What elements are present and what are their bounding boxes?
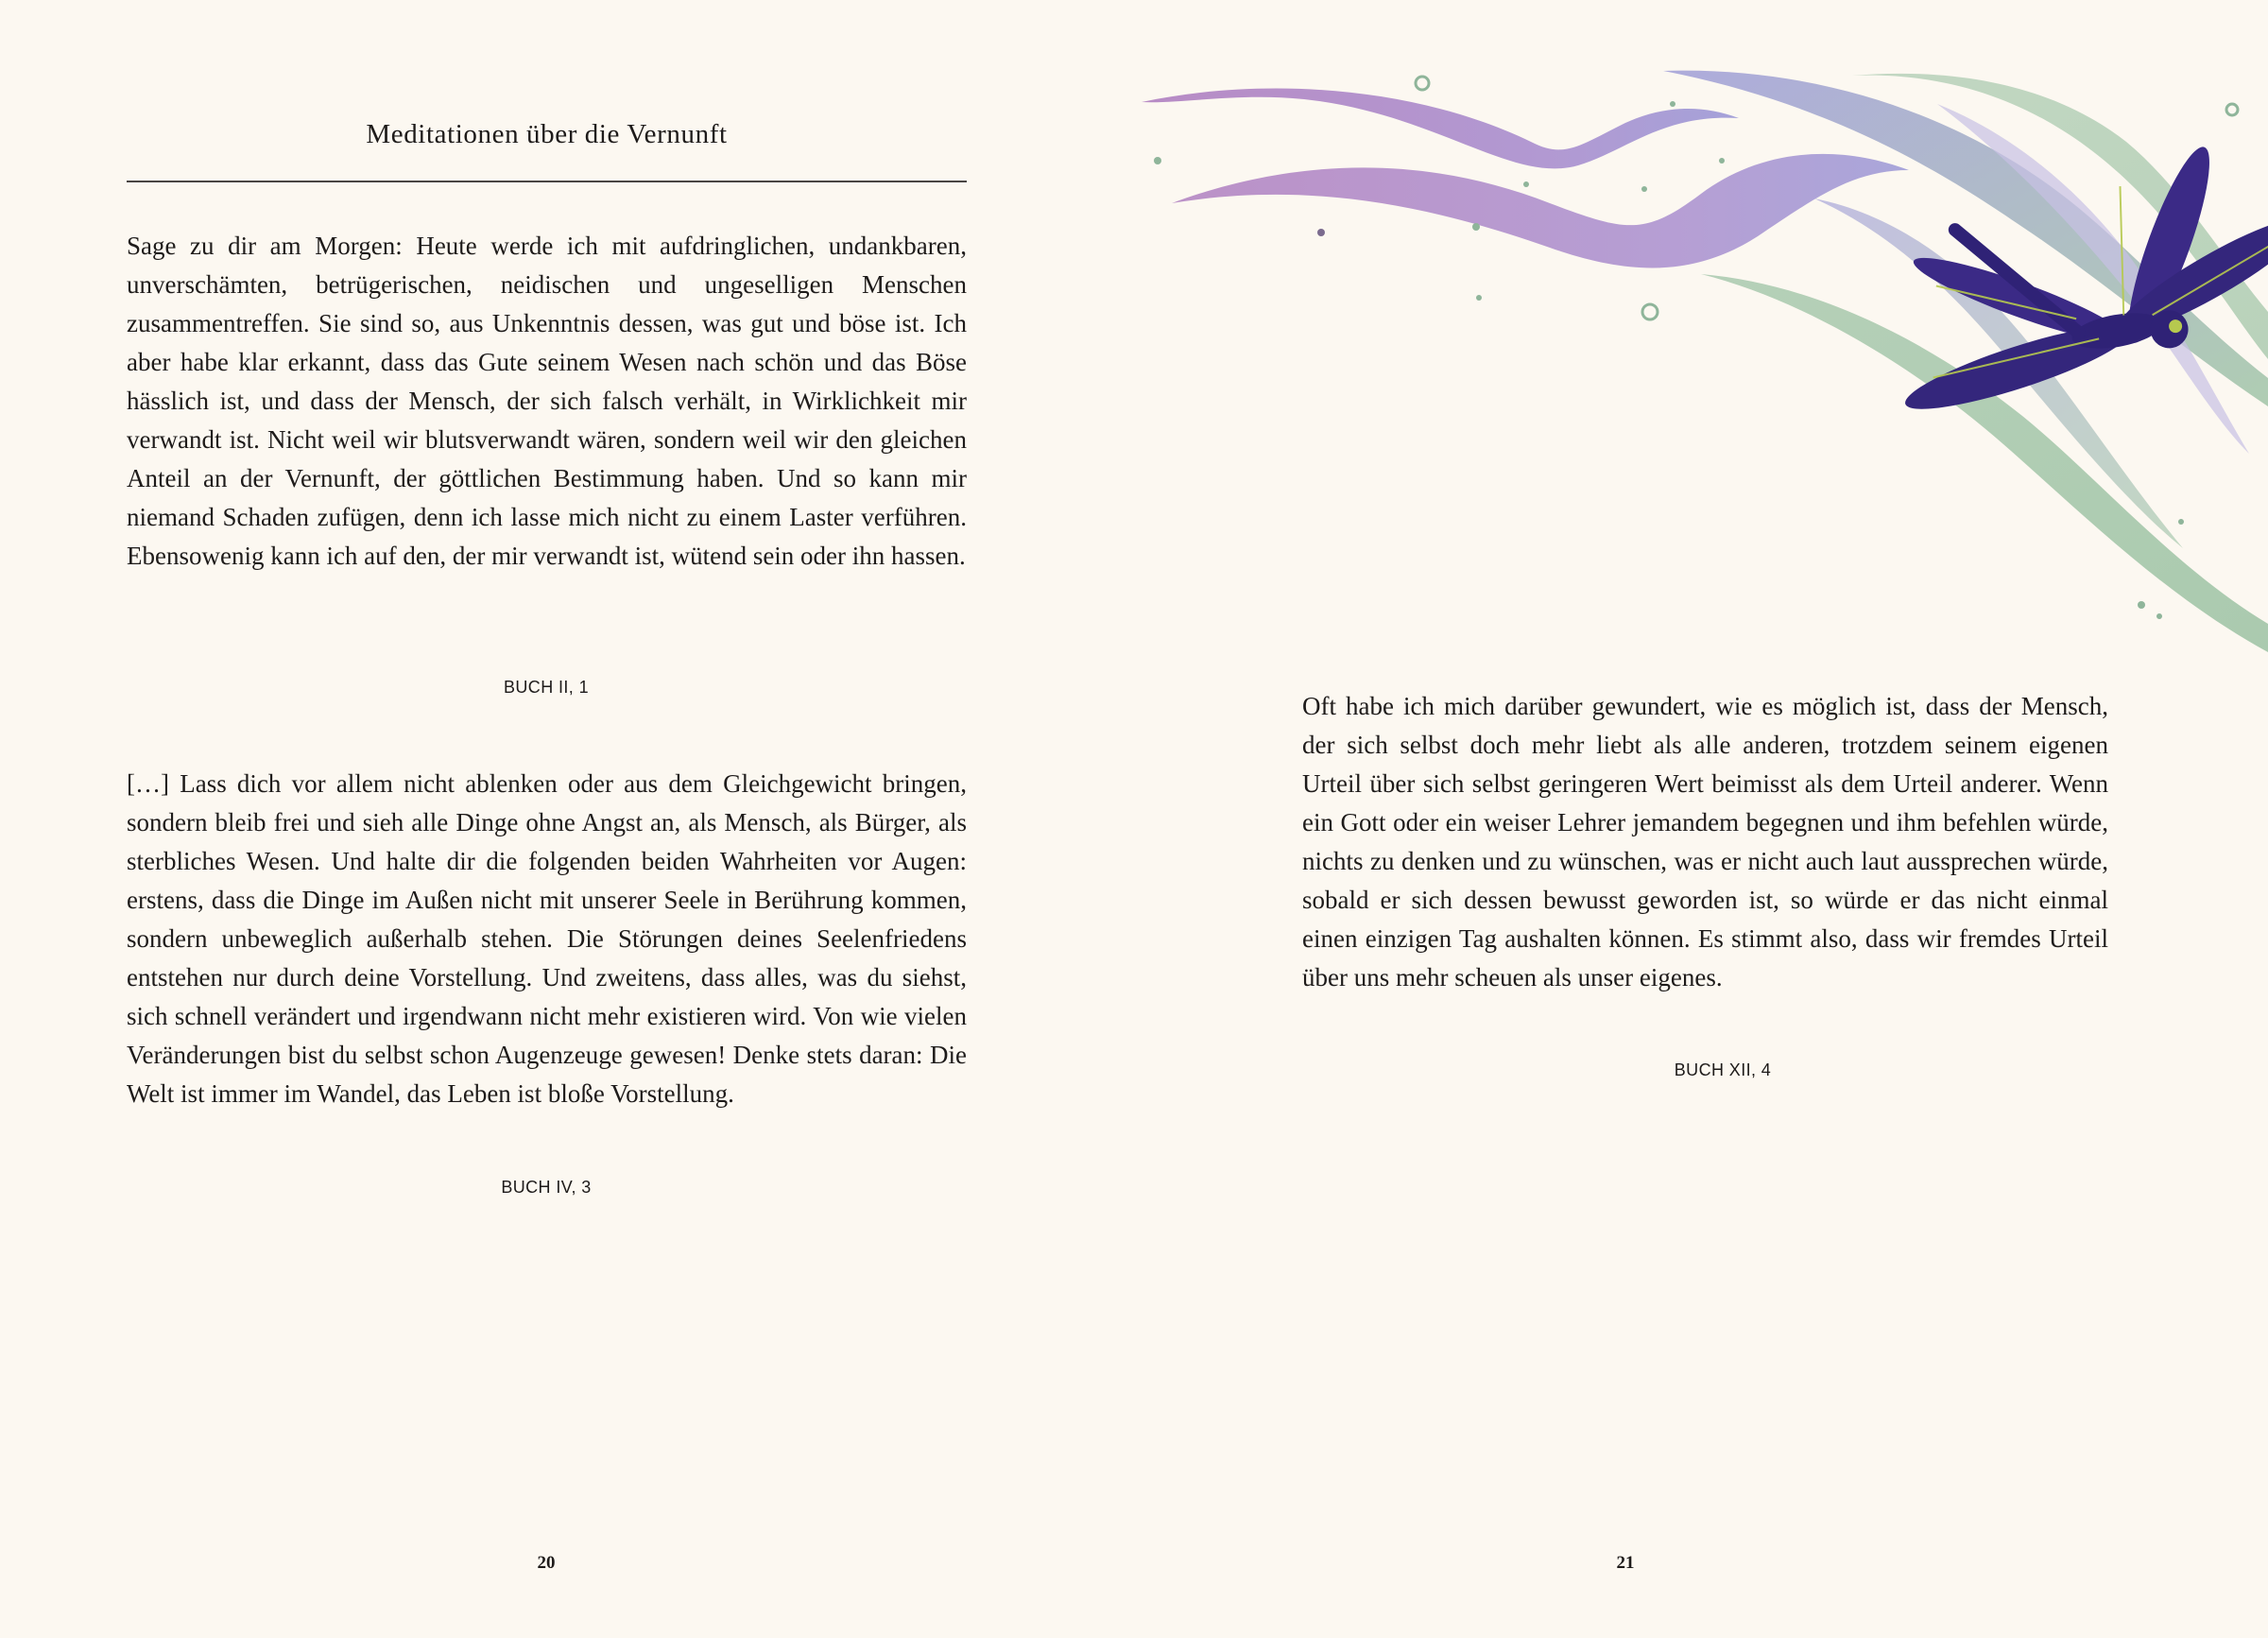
running-head: Meditationen über die Vernunft bbox=[366, 119, 728, 149]
brush-stroke bbox=[1142, 89, 1739, 169]
quote-text: Sage zu dir am Morgen: Heute werde ich mit aufdringlichen, undankbaren, unverschämten, betrügerischen, neidischen und ungeselligen Menschen zusammentreffen. Sie sind so, aus Unkenntnis dessen, was gut und böse ist. Ich aber habe klar erkannt, dass das Gute seinem Wesen nach schön und das Böse hässlich ist, und dass der Mensch, der sich falsch verhält, in Wirklichkeit mir verwandt ist. Nicht weil wir blutsverwandt wären, sondern weil wir den gleichen Anteil an der Vernunft, der göttlichen Bestimmung haben. Und so kann mir niemand Schaden zufügen, denn ich lasse mich nicht zu einem Laster verführen. Ebensowenig kann ich auf den, der mir verwandt ist, wütend sein oder ihn hassen. bbox=[127, 232, 967, 570]
page-number: 21 bbox=[1616, 1553, 1635, 1573]
quote-text: Oft habe ich mich darüber gewundert, wie es möglich ist, dass der Mensch, der sich selbst doch mehr liebt als alle anderen, trotzdem seinem eigenen Urteil über sich selbst geringeren Wert beimisst als dem Urteil anderer. Wenn ein Gott oder ein weiser Lehrer jemandem begegnen und ihm befehlen würde, nichts zu denken und zu wünschen, was er nicht auch laut aussprechen würde, sobald er sich dessen bewusst geworden ist, so würde er das nicht einmal einen einzigen Tag aushalten können. Es stimmt also, dass wir fremdes Urteil über uns mehr scheuen als unser eigenes. bbox=[1302, 692, 2108, 991]
quote-reference: BUCH IV, 3 bbox=[501, 1178, 592, 1197]
quote-text: […] Lass dich vor allem nicht ablenken oder aus dem Gleichgewicht bringen, sondern bleib frei und sieh alle Dinge ohne Angst an, als Mensch, als Bürger, als sterbliches Wesen. Und halte dir die folgenden beiden Wahrheiten vor Augen: erstens, dass die Dinge im Außen nicht mit unserer Seele in Berührung kommen, sondern unbeweglich außerhalb stehen. Die Störungen deines Seelenfriedens entstehen nur durch deine Vorstellung. Und zweitens, dass alles, was du siehst, sich schnell verändert und irgendwann nicht mehr existieren wird. Von wie vielen Veränderungen bist du selbst schon Augenzeuge gewesen! Denke stets daran: Die Welt ist immer im Wandel, das Leben ist bloße Vorstellung. bbox=[127, 769, 967, 1108]
header-rule bbox=[127, 181, 967, 182]
quote-reference: BUCH XII, 4 bbox=[1674, 1060, 1772, 1079]
brush-stroke bbox=[1172, 154, 1909, 268]
right-page bbox=[1134, 0, 2268, 1638]
page-number: 20 bbox=[537, 1553, 556, 1573]
dragonfly-illustration bbox=[1134, 0, 2268, 662]
quote-reference: BUCH II, 1 bbox=[503, 678, 590, 697]
